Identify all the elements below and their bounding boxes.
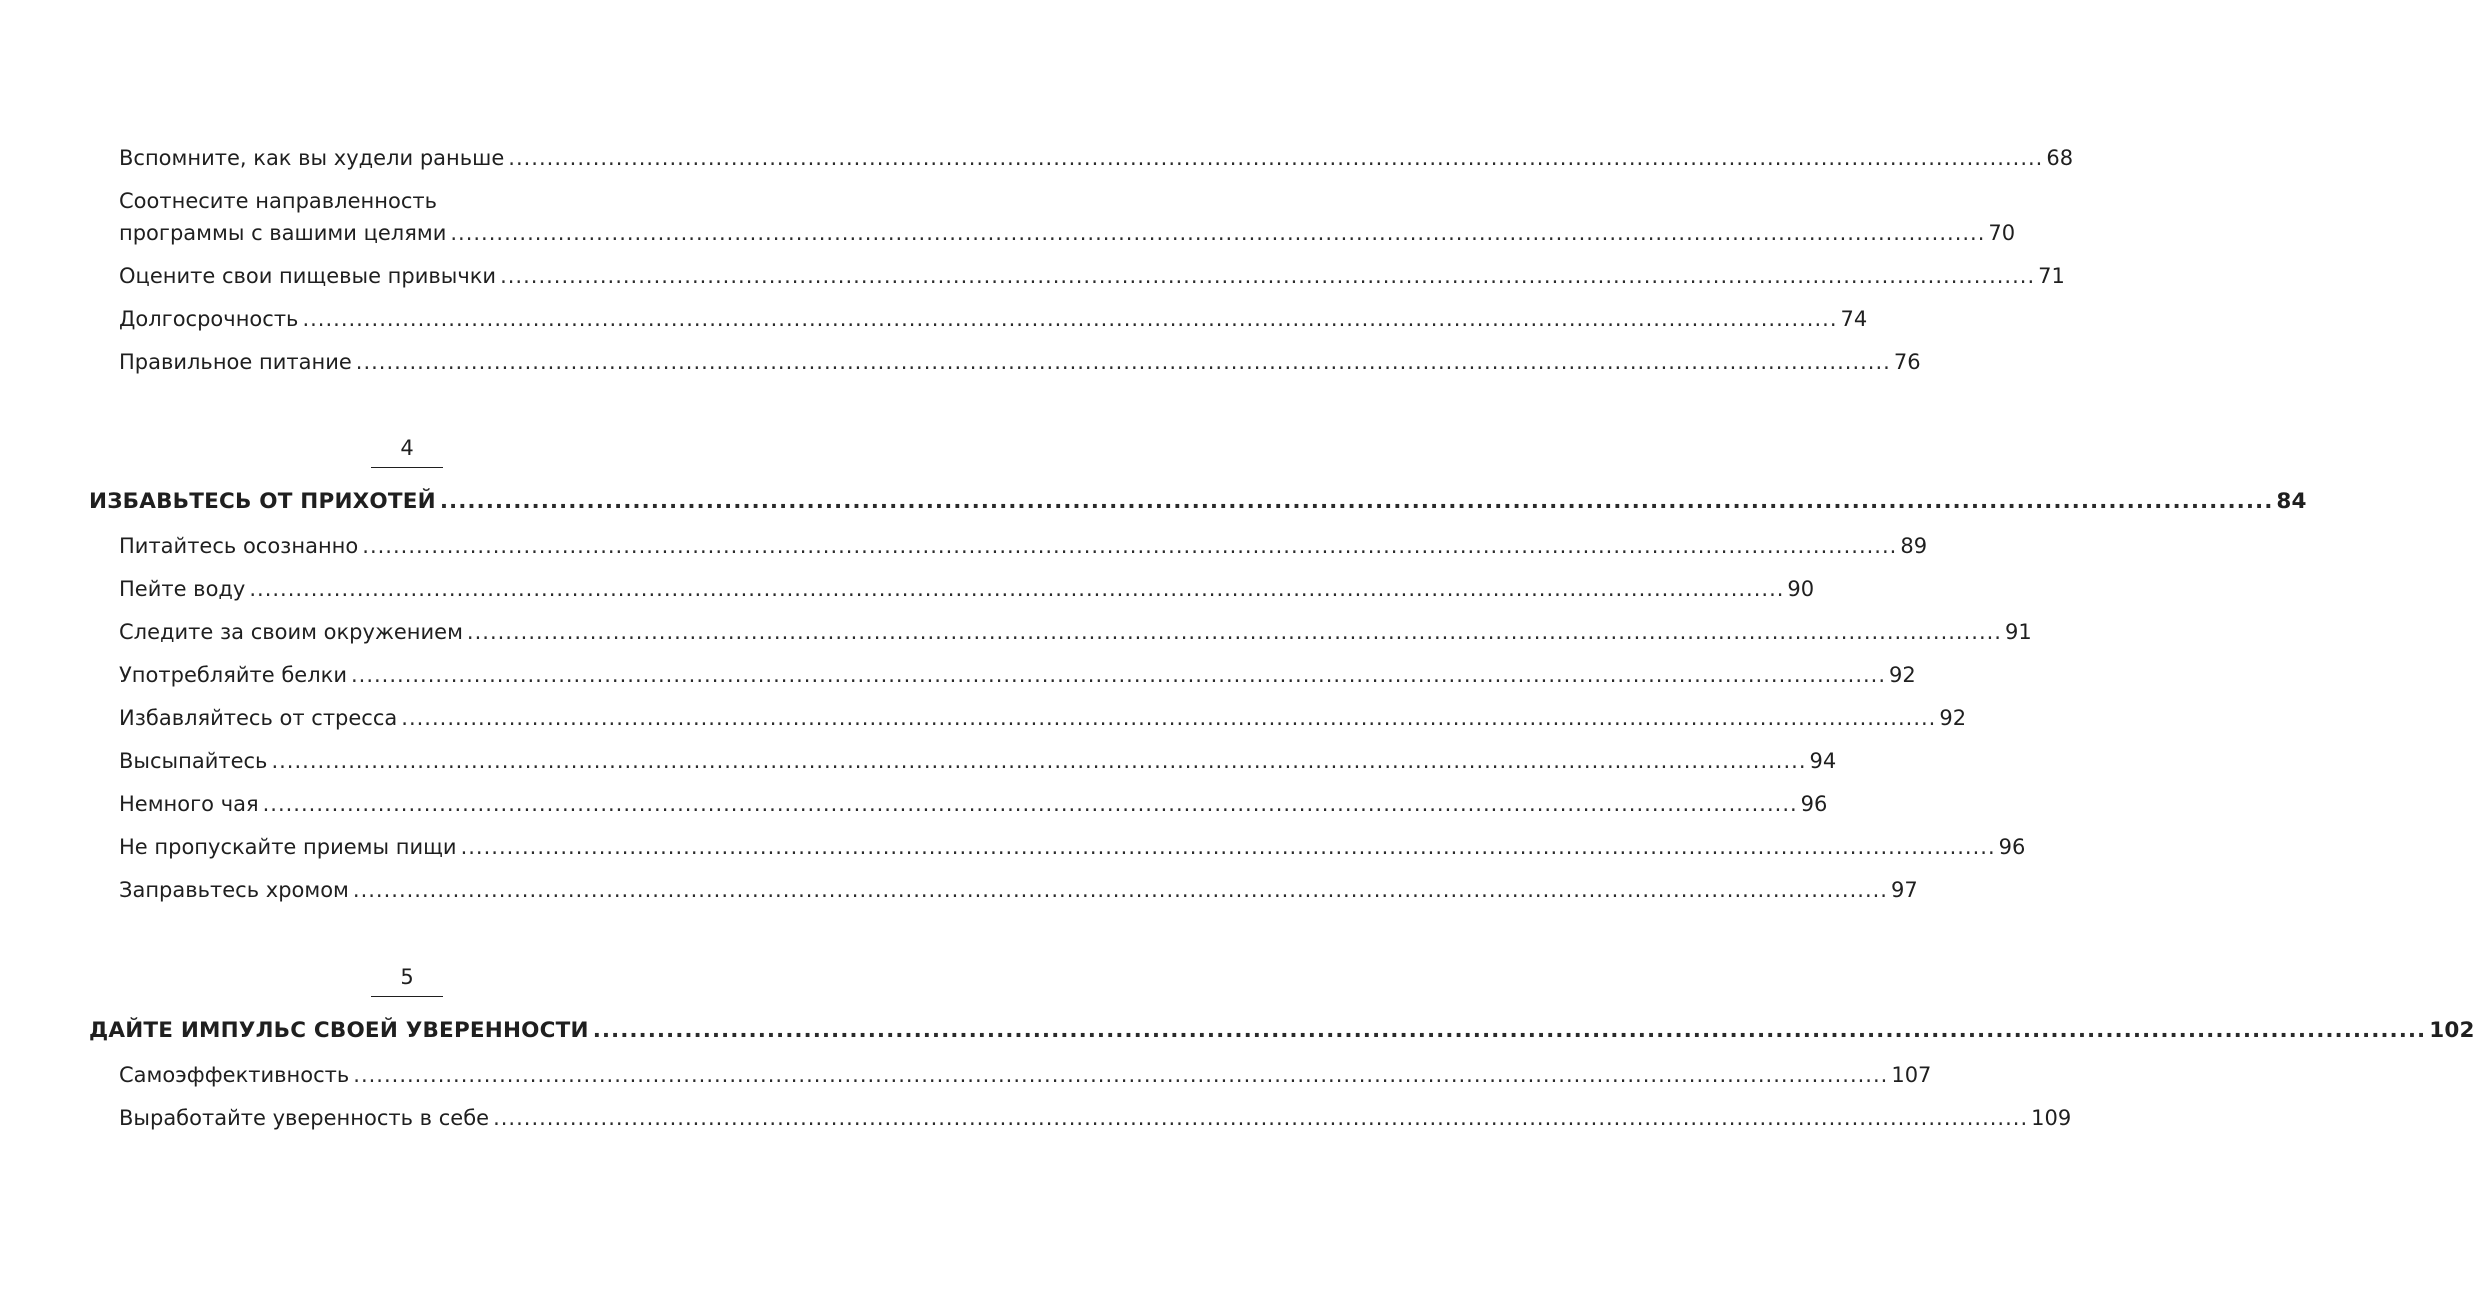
chapter-number: 5	[400, 965, 414, 989]
toc-entry-page: 91	[2004, 620, 2032, 644]
toc-entry-title: Не пропускайте приемы пищи	[119, 835, 457, 859]
leader-dots: ........................................................................................................................................................................................................	[500, 264, 2036, 288]
leader-dots: ........................................................................................................................................................................................................	[353, 1063, 1889, 1087]
toc-entry-page: 107	[1891, 1063, 1932, 1087]
leader-dots: ........................................................................................................................................................................................................	[262, 792, 1798, 816]
toc-entry-title: Вспомните, как вы худели раньше	[119, 146, 505, 170]
toc-entry[interactable]	[119, 705, 1967, 731]
toc-entry-page: 92	[1939, 706, 1967, 730]
toc-entry[interactable]	[119, 263, 2065, 289]
toc-entry-page: 68	[2046, 146, 2074, 170]
toc-entry-page: 89	[1900, 534, 1928, 558]
toc-entry-title: Питайтесь осознанно	[119, 534, 359, 558]
toc-entry-title: Заправьтесь хромом	[119, 878, 349, 902]
toc-entry[interactable]	[119, 1062, 1932, 1088]
toc-entry-title: Оцените свои пищевые привычки	[119, 264, 497, 288]
leader-dots: ........................................................................................................................................................................................................	[401, 706, 1937, 730]
toc-chapter-entry[interactable]	[89, 1018, 2475, 1044]
leader-dots: ........................................................................................................................................................................................................	[460, 835, 1996, 859]
leader-dots: ........................................................................................................................................................................................................	[493, 1106, 2029, 1130]
toc-entry-page: 70	[1988, 221, 2016, 245]
leader-dots: ........................................................................................................................................................................................................	[450, 221, 1986, 245]
leader-dots: ........................................................................................................................................................................................................	[350, 663, 1887, 687]
leader-dots: ........................................................................................................................................................................................................	[362, 534, 1898, 558]
leader-dots: ........................................................................................................................................................................................................	[352, 878, 1888, 902]
toc-chapter-page: 84	[2276, 489, 2307, 514]
toc-entry[interactable]	[119, 877, 1918, 903]
toc-entry-title: Самоэффективность	[119, 1063, 350, 1087]
toc-entry-title: Высыпайтесь	[119, 749, 268, 773]
leader-dots: ........................................................................................................................................................................................................	[302, 307, 1838, 331]
chapter-rule	[371, 467, 443, 468]
toc-entry-page: 96	[1998, 835, 2026, 859]
toc-entry-title: Выработайте уверенность в себе	[119, 1106, 490, 1130]
toc-chapter-title: ДАЙТЕ ИМПУЛЬС СВОЕЙ УВЕРЕННОСТИ	[89, 1018, 589, 1043]
toc-entry-page: 76	[1893, 350, 1921, 374]
toc-entry-page: 71	[2038, 264, 2065, 288]
toc-entry[interactable]	[119, 349, 1921, 375]
toc-entry[interactable]	[119, 576, 1815, 602]
toc-entry-title: Немного чая	[119, 792, 259, 816]
leader-dots: ........................................................................................................................................................................................................	[249, 577, 1785, 601]
toc-entry[interactable]	[119, 662, 1916, 688]
toc-chapter-page: 102	[2429, 1018, 2475, 1043]
leader-dots: ........................................................................................................................................................................................................	[439, 489, 2274, 514]
leader-dots: ........................................................................................................................................................................................................	[466, 620, 2002, 644]
leader-dots: ........................................................................................................................................................................................................	[355, 350, 1891, 374]
chapter-rule	[371, 996, 443, 997]
toc-entry[interactable]	[119, 834, 2026, 860]
toc-chapter-entry[interactable]	[89, 489, 2307, 515]
toc-entry-page: 94	[1809, 749, 1837, 773]
toc-entry[interactable]	[119, 533, 1928, 559]
toc-entry[interactable]	[119, 220, 2016, 246]
toc-entry-page: 97	[1890, 878, 1918, 902]
leader-dots: ........................................................................................................................................................................................................	[592, 1018, 2427, 1043]
toc-entry[interactable]	[119, 145, 2074, 171]
toc-entry-page: 90	[1787, 577, 1815, 601]
toc-entry-title: Долгосрочность	[119, 307, 299, 331]
toc-entry[interactable]	[119, 306, 1868, 332]
leader-dots: ........................................................................................................................................................................................................	[508, 146, 2044, 170]
toc-entry-page: 109	[2031, 1106, 2072, 1130]
toc-entry-title: Избавляйтесь от стресса	[119, 706, 398, 730]
toc-chapter-title: ИЗБАВЬТЕСЬ ОТ ПРИХОТЕЙ	[89, 489, 436, 514]
chapter-number: 4	[400, 436, 414, 460]
toc-entry-title: Следите за своим окружением	[119, 620, 463, 644]
toc-entry-title: программы с вашими целями	[119, 221, 447, 245]
toc-entry-page: 92	[1889, 663, 1916, 687]
toc-entry[interactable]	[119, 1105, 2072, 1131]
leader-dots: ........................................................................................................................................................................................................	[271, 749, 1807, 773]
toc-entry-page: 74	[1840, 307, 1868, 331]
toc-entry-title: Употребляйте белки	[119, 663, 347, 687]
toc-entry-page: 96	[1800, 792, 1828, 816]
toc-entry[interactable]	[119, 748, 1837, 774]
toc-entry-title-line1[interactable]: Соотнесите направленность	[119, 189, 437, 213]
toc-entry[interactable]	[119, 791, 1828, 817]
toc-entry-title: Пейте воду	[119, 577, 246, 601]
toc-entry-title: Правильное питание	[119, 350, 352, 374]
toc-entry[interactable]	[119, 619, 2032, 645]
